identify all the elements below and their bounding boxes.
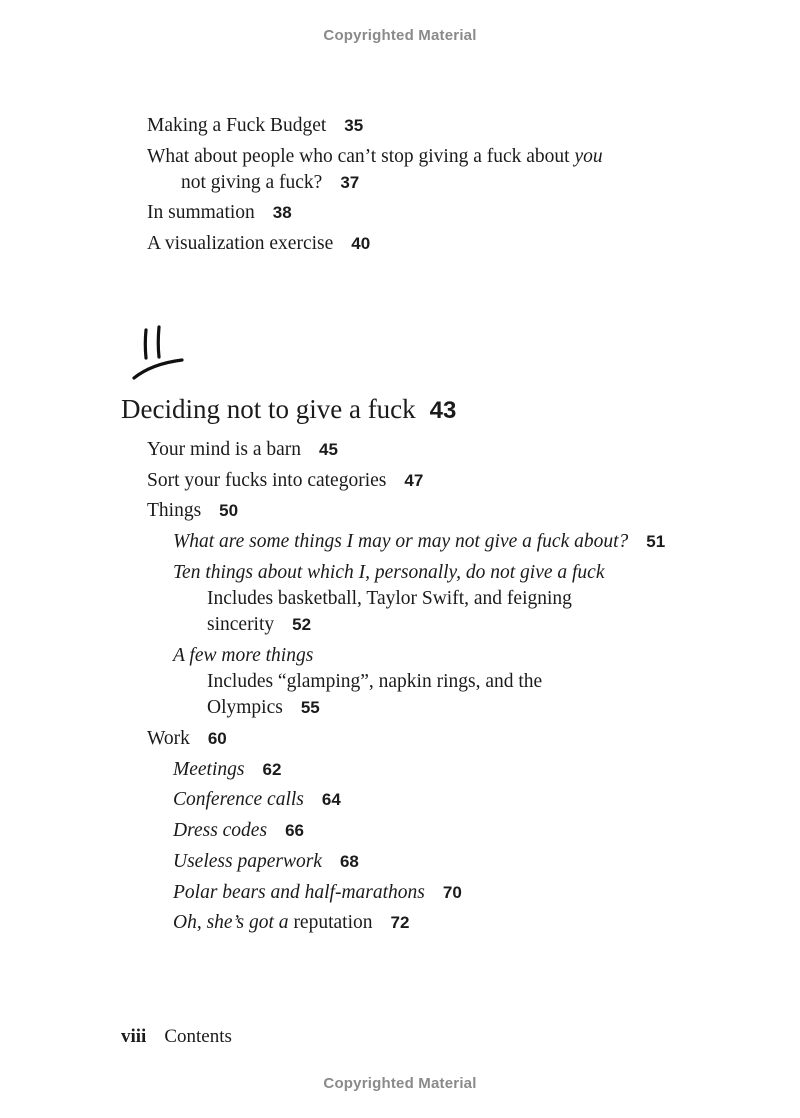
toc-page-number: 40 [351,234,371,253]
toc-subentry-title: reputation [293,912,373,933]
toc-subentry[interactable] [173,818,304,844]
toc-entry[interactable] [147,437,338,463]
toc-entry-title: Making a Fuck Budget [147,115,327,136]
toc-entry-emphasis: you [574,146,603,167]
toc-entry[interactable] [147,726,227,752]
running-footer-label: Contents [164,1026,232,1047]
toc-page-number: 51 [646,532,666,551]
toc-subentry[interactable] [173,560,605,638]
toc-entry[interactable] [147,144,603,196]
part-numeral-handwritten [130,322,190,384]
toc-subentry-title: Conference calls [173,789,304,810]
running-footer [121,1024,232,1050]
toc-entry[interactable] [147,231,370,257]
toc-page-number: 68 [339,852,359,871]
toc-subentry-description: Includes “glamping”, napkin rings, and the [207,671,543,692]
toc-subentry[interactable] [173,880,462,906]
toc-subentry[interactable] [173,849,359,875]
toc-subentry-title: A few more things [173,645,314,666]
toc-subentry-title: Meetings [173,759,245,780]
toc-page-number: 37 [340,173,360,192]
toc-page-number: 38 [272,203,292,222]
toc-entry-title: Sort your fucks into categories [147,470,387,491]
toc-entry[interactable] [147,200,292,226]
toc-entry-title: What about people who can’t stop giving a fuck about [147,146,570,167]
toc-subentry[interactable] [173,757,281,783]
toc-entry-title: In summation [147,202,255,223]
copyright-watermark-top: Copyrighted Material [323,27,477,44]
toc-page-number: 50 [219,501,239,520]
toc-page-number: 64 [321,790,341,809]
toc-entry[interactable] [147,468,423,494]
toc-subentry-title-emphasis: Oh, she’s got a [173,912,289,933]
folio-page-number: viii [121,1026,147,1047]
copyright-watermark-bottom: Copyrighted Material [323,1075,477,1092]
toc-entry-title: Work [147,728,190,749]
toc-entry-title: Your mind is a barn [147,439,302,460]
toc-subentry-title: Ten things about which I, personally, do not give a fuck [173,562,605,583]
toc-page-number: 70 [442,883,462,902]
toc-subentry-title: Polar bears and half-marathons [173,882,425,903]
toc-subentry[interactable] [173,910,409,936]
toc-page-number: 47 [404,471,424,490]
toc-entry-title-continued: not giving a fuck? [181,172,323,193]
part-heading[interactable] [121,392,456,428]
toc-entry-title: Things [147,500,202,521]
part-page-number: 43 [429,397,457,424]
toc-subentry[interactable] [173,643,542,721]
toc-page-number: 66 [285,821,304,840]
toc-subentry-title: Dress codes [173,820,268,841]
toc-subentry-description: Includes basketball, Taylor Swift, and feigning [207,588,572,609]
toc-subentry[interactable] [173,787,341,813]
toc-page-number: 60 [207,729,227,748]
toc-page-number: 52 [292,615,312,634]
toc-page-number: 35 [344,116,364,135]
toc-page-number: 55 [300,698,320,717]
part-title: Deciding not to give a fuck [121,394,416,424]
toc-subentry-title: Useless paperwork [173,851,322,872]
toc-entry-title: A visualization exercise [147,233,334,254]
toc-entry[interactable] [147,498,238,524]
toc-subentry-title: What are some things I may or may not give a fuck about? [173,531,629,552]
toc-page-number: 72 [390,913,410,932]
toc-subentry[interactable] [173,529,665,555]
toc-subentry-description-end: Olympics [207,697,283,718]
toc-subentry-description-end: sincerity [207,614,275,635]
toc-page-number: 45 [319,440,338,459]
toc-page-number: 62 [262,760,282,779]
toc-entry[interactable] [147,113,363,139]
